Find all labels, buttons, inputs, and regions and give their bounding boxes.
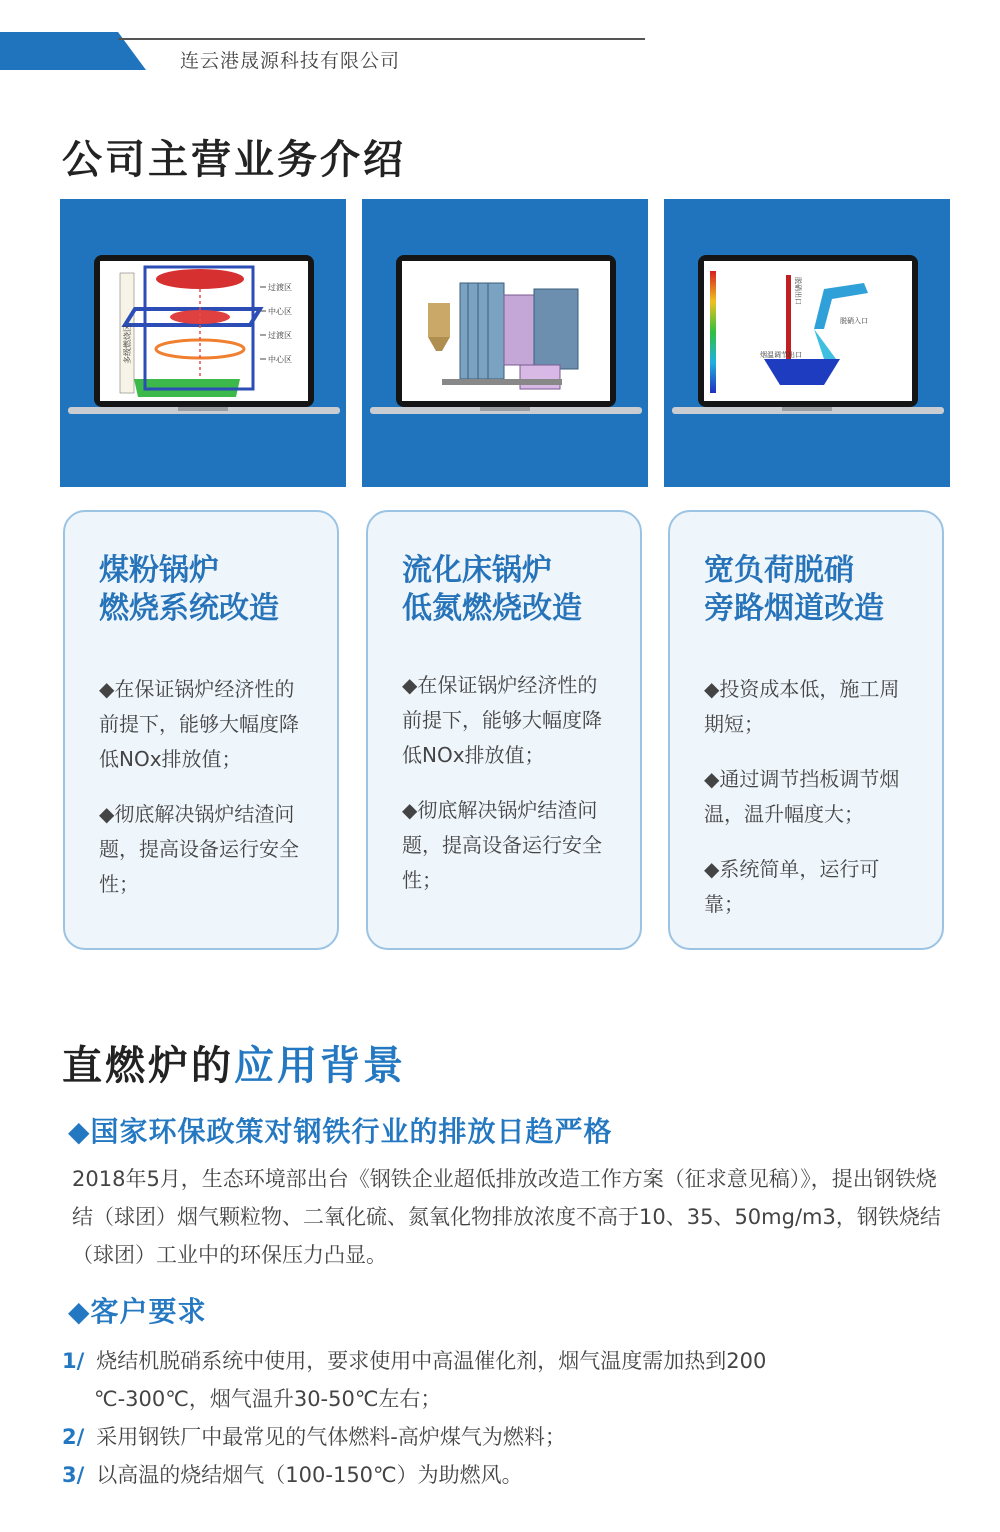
- sub-heading-policy: ◆国家环保政策对钢铁行业的排放日趋严格: [68, 1115, 613, 1148]
- card-title-line: 煤粉锅炉: [99, 553, 219, 588]
- laptop-panel-bypass-flue: [664, 199, 950, 487]
- card-title-line: 低氮燃烧改造: [402, 591, 582, 626]
- card-bullet: ◆投资成本低，施工周期短；: [704, 677, 900, 736]
- screen-label: 过渡区: [268, 283, 292, 292]
- paragraph-policy: 2018年5月，生态环境部出台《钢铁企业超低排放改造工作方案（征求意见稿）》，提出钢铁烧结（球团）烟气颗粒物、二氧化硫、氮氧化物排放浓度不高于10、35、50mg/m3，钢铁烧结（球团）工业中的环保压力凸显。: [72, 1167, 941, 1267]
- sub-heading-requirements: ◆客户要求: [68, 1295, 207, 1328]
- requirement-text: 采用钢铁厂中最常见的气体燃料-高炉煤气为燃料；: [96, 1425, 566, 1449]
- service-card-fluidized-bed: [366, 510, 642, 950]
- screen-side-label: 多级燃烧区: [123, 324, 132, 364]
- service-card-bypass-flue: [668, 510, 944, 950]
- requirement-number: 3/: [62, 1463, 85, 1487]
- requirement-number: 1/: [62, 1349, 85, 1373]
- service-card-pulverized-coal: [63, 510, 339, 950]
- laptop-panel-pulverized-coal: [60, 199, 346, 487]
- card-title: [99, 552, 307, 628]
- card-title: [704, 552, 912, 628]
- section-title-background: [62, 1034, 406, 1091]
- requirement-text: 以高温的烧结烟气（100-150℃）为助燃风。: [96, 1463, 523, 1487]
- requirement-number: 2/: [62, 1425, 85, 1449]
- requirement-item: [62, 1342, 942, 1418]
- card-title-line: 宽负荷脱硝: [704, 553, 854, 588]
- requirement-text: 烧结机脱硝系统中使用，要求使用中高温催化剂，烟气温度需加热到200: [96, 1349, 767, 1373]
- card-title-line: 流化床锅炉: [402, 553, 552, 588]
- requirement-item: [62, 1418, 942, 1456]
- title-part: 直燃炉的: [62, 1042, 234, 1089]
- screen-label: 过渡区: [268, 331, 292, 340]
- laptop-illustration: [664, 199, 950, 487]
- card-bullet: ◆彻底解决锅炉结渣问题，提高设备运行安全性；: [99, 802, 299, 896]
- requirement-item: [62, 1456, 942, 1494]
- card-bullet: ◆系统简单，运行可靠；: [704, 857, 880, 916]
- section-title-business: 公司主营业务介绍: [62, 136, 406, 183]
- card-bullet: ◆通过调节挡板调节烟温，温升幅度大；: [704, 767, 900, 826]
- header-banner: [0, 0, 1000, 80]
- card-title-line: 燃烧系统改造: [99, 591, 279, 626]
- laptop-illustration: [60, 199, 346, 487]
- screen-label: 中心区: [268, 355, 292, 364]
- company-name: 连云港晟源科技有限公司: [180, 50, 401, 72]
- laptop-illustration: [362, 199, 648, 487]
- card-bullet: ◆彻底解决锅炉结渣问题，提高设备运行安全性；: [402, 798, 602, 892]
- screen-label: 烟温调节出口: [760, 351, 802, 359]
- card-title: [402, 552, 610, 628]
- card-bullet: ◆在保证锅炉经济性的前提下，能够大幅度降低NOx排放值；: [402, 673, 602, 767]
- screen-label: 中心区: [268, 307, 292, 316]
- header-blue-shape: [0, 32, 146, 70]
- card-title-line: 旁路烟道改造: [704, 591, 884, 626]
- screen-label: 脱硝入口: [840, 317, 868, 325]
- title-part-accent: 应用背景: [234, 1042, 406, 1089]
- card-bullet: ◆在保证锅炉经济性的前提下，能够大幅度降低NOx排放值；: [99, 677, 299, 771]
- screen-label: 脱硝出口: [794, 277, 802, 305]
- requirement-text-continued: ℃-300℃，烟气温升30-50℃左右；: [94, 1387, 442, 1411]
- laptop-panel-fluidized-bed: [362, 199, 648, 487]
